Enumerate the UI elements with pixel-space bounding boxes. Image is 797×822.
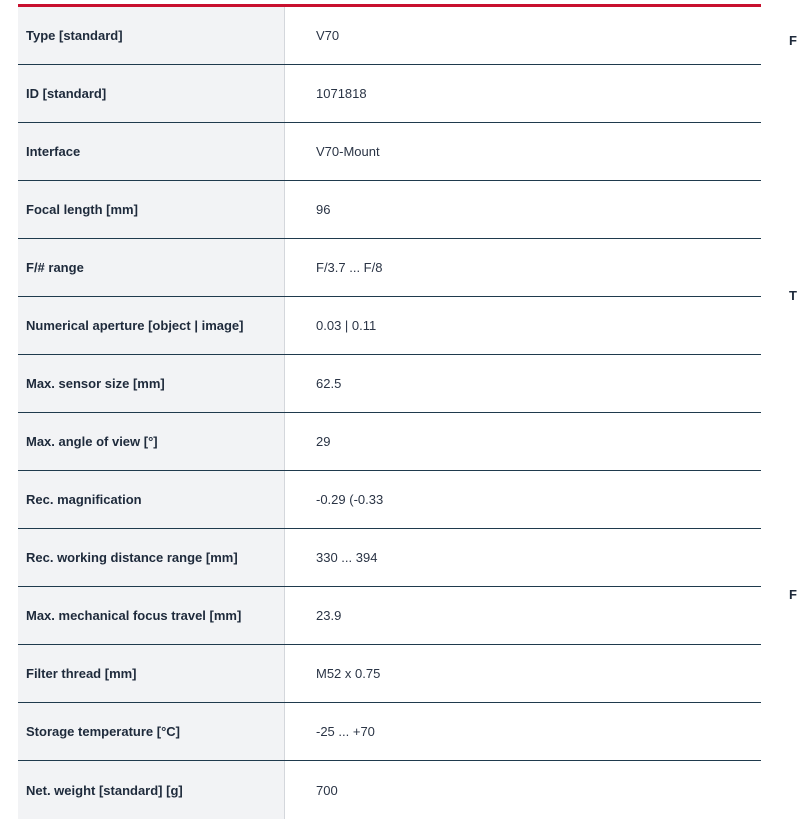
table-row — [18, 761, 761, 819]
table-row — [18, 355, 761, 413]
table-row — [18, 181, 761, 239]
table-row — [18, 703, 761, 761]
spec-label-focal-length: Focal length [mm] — [18, 181, 285, 238]
spec-label-id: ID [standard] — [18, 65, 285, 122]
spec-label-angle-of-view: Max. angle of view [°] — [18, 413, 285, 470]
table-row — [18, 645, 761, 703]
spec-label-f-range: F/# range — [18, 239, 285, 296]
spec-value-magnification: -0.29 (-0.33 — [316, 492, 384, 507]
table-row — [18, 65, 761, 123]
spec-label-focus-travel: Max. mechanical focus travel [mm] — [18, 587, 285, 644]
table-row — [18, 529, 761, 587]
spec-value-working-distance: 330 ... 394 — [316, 550, 378, 565]
table-row — [18, 123, 761, 181]
clipped-side-text: F — [789, 33, 797, 48]
table-row — [18, 413, 761, 471]
spec-label-working-distance: Rec. working distance range [mm] — [18, 529, 285, 586]
table-row — [18, 239, 761, 297]
spec-label-storage-temperature: Storage temperature [°C] — [18, 703, 285, 760]
spec-value-type: V70 — [316, 28, 340, 43]
table-row — [18, 471, 761, 529]
spec-label-net-weight: Net. weight [standard] [g] — [18, 761, 285, 819]
spec-value-sensor-size: 62.5 — [316, 376, 342, 391]
spec-label-type: Type [standard] — [18, 7, 285, 64]
clipped-side-text: F — [789, 587, 797, 602]
spec-label-numerical-aperture: Numerical aperture [object | image] — [18, 297, 285, 354]
table-row — [18, 297, 761, 355]
table-row — [18, 587, 761, 645]
clipped-side-text: T — [789, 288, 797, 303]
spec-label-interface: Interface — [18, 123, 285, 180]
spec-value-f-range: F/3.7 ... F/8 — [316, 260, 383, 275]
spec-value-focus-travel: 23.9 — [316, 608, 342, 623]
spec-value-numerical-aperture: 0.03 | 0.11 — [316, 318, 377, 333]
spec-value-id: 1071818 — [316, 86, 367, 101]
spec-label-filter-thread: Filter thread [mm] — [18, 645, 285, 702]
spec-value-focal-length: 96 — [316, 202, 331, 217]
spec-value-interface: V70-Mount — [316, 144, 380, 159]
spec-label-sensor-size: Max. sensor size [mm] — [18, 355, 285, 412]
spec-label-magnification: Rec. magnification — [18, 471, 285, 528]
spec-table — [18, 4, 761, 819]
spec-value-angle-of-view: 29 — [316, 434, 331, 449]
table-row — [18, 7, 761, 65]
spec-value-storage-temperature: -25 ... +70 — [316, 724, 375, 739]
spec-value-net-weight: 700 — [316, 782, 338, 798]
spec-value-filter-thread: M52 x 0.75 — [316, 666, 381, 681]
